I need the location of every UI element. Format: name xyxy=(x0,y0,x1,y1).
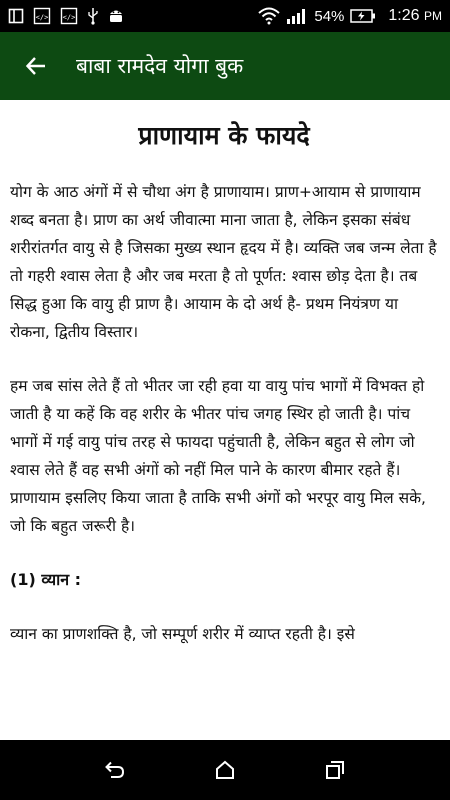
code-file-icon xyxy=(33,7,51,25)
signal-icon xyxy=(286,8,308,24)
paragraph: हम जब सांस लेते हैं तो भीतर जा रही हवा या वायु पांच भागों में विभक्त हो जाती है या कहें कि वह शरीर के भीतर पांच जगह स्थिर हो जाती है। पांच भागों में गई वायु पांच तरह से फायदा पहुंचाती है, लेकिन बहुत से लोग जो श्वास लेते हैं वह सभी अंगों को नहीं मिल पाने के कारण बीमार रहते हैं। प्राणायाम इसलिए किया जाता है ताकि सभी अंगों को भरपूर वायु मिल सके, जो कि बहुत जरूरी है। xyxy=(10,377,426,535)
recents-nav-icon xyxy=(324,759,346,781)
svg-text:</>: </> xyxy=(35,13,49,22)
page-title: प्राणायाम के फायदे xyxy=(138,121,310,150)
back-nav-icon xyxy=(103,759,127,781)
code-file-icon xyxy=(60,7,78,25)
notification-icons xyxy=(8,7,124,25)
arrow-left-icon xyxy=(24,54,48,78)
partial-paragraph: व्यान का प्राणशक्ति है, जो सम्पूर्ण शरीर में व्याप्त रहती है। इसे xyxy=(10,625,355,643)
article-content[interactable] xyxy=(0,100,450,740)
usb-icon xyxy=(87,7,99,25)
home-nav-button[interactable] xyxy=(201,746,249,794)
navigation-bar xyxy=(0,740,450,800)
system-icons xyxy=(258,7,442,25)
status-bar xyxy=(0,0,450,32)
home-nav-icon xyxy=(214,759,236,781)
battery-charging-icon xyxy=(350,9,376,23)
battery-percent: 54% xyxy=(314,7,345,25)
section-heading: (1) व्यान : xyxy=(10,570,82,589)
clock: 1:26 PM xyxy=(388,7,442,24)
wifi-icon xyxy=(258,7,280,25)
window-icon xyxy=(8,8,24,24)
back-button[interactable] xyxy=(8,38,64,94)
paragraph: योग के आठ अंगों में से चौथा अंग है प्राणायाम। प्राण+आयाम से प्राणायाम शब्द बनता है। प्राण का अर्थ जीवात्मा माना जाता है, लेकिन इसका संबंध शरीरांतर्गत वायु से है जिसका मुख्य स्थान हृदय में है। व्यक्ति जब जन्म लेता है तो गहरी श्वास लेता है और जब मरता है तो पूर्णत: श्वास छोड़ देता है। तब सिद्ध हुआ कि वायु ही प्राण है। आयाम के दो अर्थ है- प्रथम नियंत्रण या रोकना, द्वितीय विस्तार। xyxy=(10,183,437,341)
recents-nav-button[interactable] xyxy=(311,746,359,794)
svg-text:</>: </> xyxy=(62,13,76,22)
app-bar xyxy=(0,32,450,100)
android-icon xyxy=(108,8,124,24)
app-title: बाबा रामदेव योगा बुक xyxy=(76,54,244,78)
back-nav-button[interactable] xyxy=(91,746,139,794)
